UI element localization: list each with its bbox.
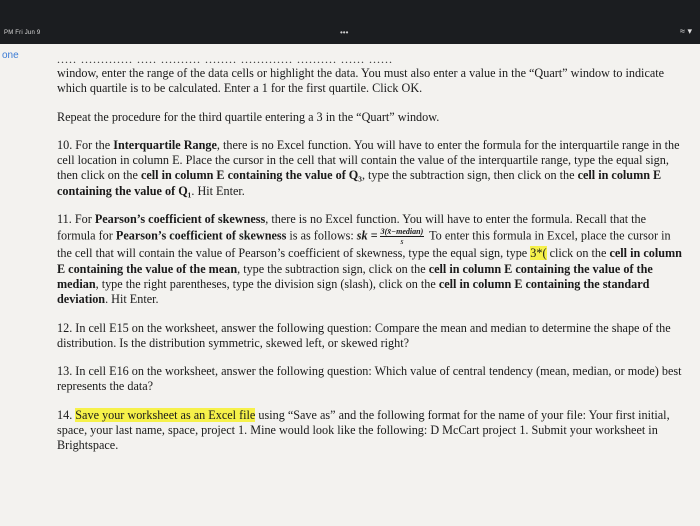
text: . Hit Enter. — [191, 183, 245, 198]
text: , type the subtraction sign, click on the — [237, 261, 429, 276]
skewness-symbol: sk = — [356, 228, 378, 243]
paragraph-quart-window: window, enter the range of the data cells or highlight the data. You must also enter a value in the “Quart” window to indicate which quartile is to be calculated. Enter a 1 for the first quartile. Click OK. — [57, 66, 665, 96]
text: To enter this formula in Excel, place the cursor in the cell that will contain the value of Pearson’s coefficient of skewness, type the equal sign, type — [57, 228, 671, 261]
fraction-denominator: s — [400, 237, 404, 247]
text: . Hit Enter. — [105, 292, 159, 307]
text: click on the — [546, 246, 610, 261]
text: using “Save as” and the following format for the name of your file: Your first initial, space, your last name, space, project 1. Mine would look like the following: D McCart project 1. Submit your worksheet in Brightspace. — [57, 407, 670, 453]
wifi-battery-icon: ≈ ▾ — [680, 26, 692, 36]
item-11-pearson-skewness — [57, 212, 687, 307]
text: , type the subtraction sign, then click on the — [361, 168, 578, 183]
text: , there is no Excel function. You will have to enter the formula. Recall that the formula for — [57, 212, 647, 243]
bold-text: Pearson’s coefficient of skewness — [94, 212, 266, 227]
highlighted-text: 3*( — [530, 246, 547, 261]
text: 10. For the — [57, 137, 114, 152]
multitask-dots-icon[interactable]: ••• — [340, 28, 349, 37]
item-10-interquartile-range — [57, 138, 687, 199]
item-14-save-instructions — [57, 408, 687, 454]
bold-text: Interquartile Range — [113, 137, 217, 152]
item-13-central-tendency-question: 13. In cell E16 on the worksheet, answer the following question: Which value of central tendency (mean, median, or mode) best represents the data? — [57, 364, 682, 394]
bold-text: Pearson’s coefficient of skewness — [115, 228, 287, 243]
bold-text: cell in column E containing the value of Q₁ — [57, 168, 662, 198]
text: 11. For — [57, 212, 95, 227]
highlighted-text: Save your worksheet as an Excel file — [75, 407, 256, 422]
item-12-shape-question: 12. In cell E15 on the worksheet, answer the following question: Compare the mean and median to determine the shape of the distribution. Is the distribution symmetric, skewed left, or skewed right? — [57, 320, 671, 350]
text: 14. — [57, 407, 76, 422]
bold-text: cell in column E containing the value of Q₃ — [140, 168, 362, 183]
status-bar — [0, 0, 700, 44]
paragraph-repeat-third-quartile: Repeat the procedure for the third quartile entering a 3 in the “Quart” window. — [57, 109, 440, 124]
document-page — [57, 55, 687, 467]
done-button[interactable]: one — [2, 50, 19, 61]
bold-text: cell in column E containing the standard deviation — [57, 276, 650, 307]
bold-text: cell in column E containing the value of the median — [57, 261, 653, 291]
bold-text: cell in column E containing the value of the mean — [57, 246, 682, 276]
text: is as follows: — [286, 228, 357, 243]
fraction-numerator: 3(x̄−median) — [380, 227, 424, 237]
text: , there is no Excel function. You will have to enter the formula for the interquartile range in the cell location in column E. Place the cursor in the cell that will contain the value of the interquartile range, type the equal sign, then click on the — [57, 137, 680, 183]
text: , type the right parentheses, type the division sign (slash), click on the — [95, 276, 439, 291]
status-time-date: PM Fri Jun 9 — [4, 30, 41, 36]
cropped-text-line: ..... ............. ..... .......... ........ ............. .......... ...... ...... — [57, 55, 393, 64]
skewness-fraction — [380, 227, 425, 246]
